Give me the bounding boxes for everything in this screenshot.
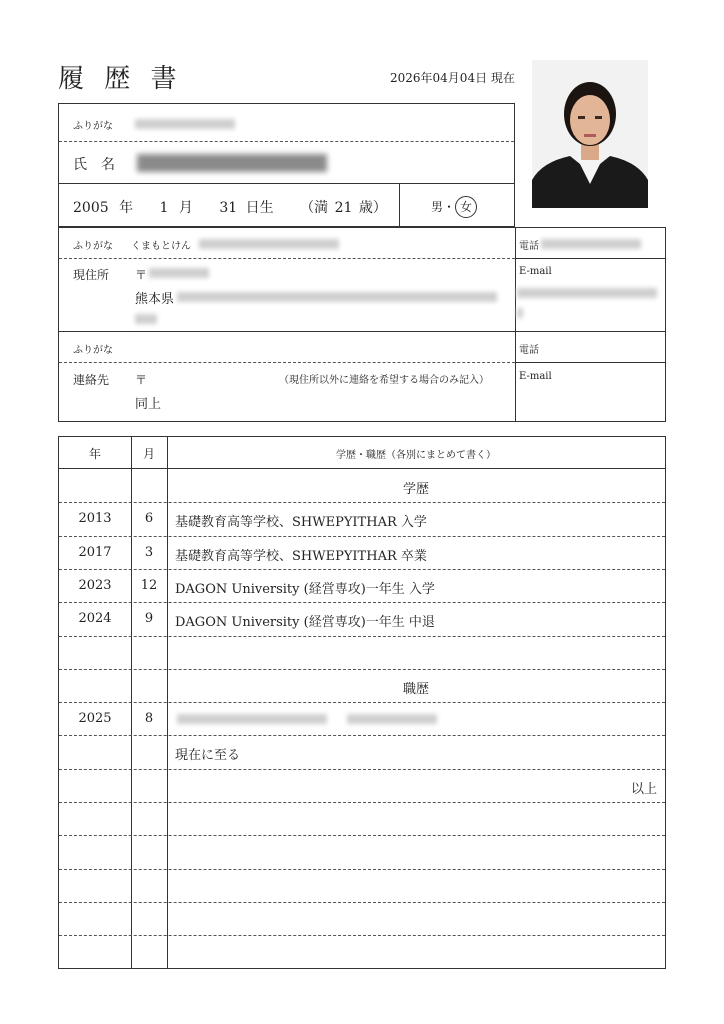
contact-label: 連絡先	[73, 373, 110, 387]
birth-month: 1	[159, 200, 169, 216]
address-email-label: E-mail	[519, 266, 552, 277]
history-month: 12	[140, 577, 158, 593]
address-divider	[515, 228, 516, 421]
history-row	[59, 602, 665, 635]
birth-date	[73, 197, 387, 217]
history-month: 9	[144, 611, 154, 627]
address-label: 現住所	[73, 268, 110, 282]
history-row	[59, 536, 665, 569]
age-suffix: 歳）	[358, 200, 387, 216]
history-row	[59, 769, 665, 802]
birth-month-unit: 月	[178, 200, 193, 216]
history-month: 6	[144, 511, 154, 527]
address-furigana-label: ふりがな	[73, 241, 113, 252]
history-row	[59, 835, 665, 868]
name-furigana-redacted	[135, 119, 235, 129]
name-furigana-label: ふりがな	[73, 121, 113, 132]
document-date: 2026年04月04日 現在	[390, 71, 515, 85]
history-description: DAGON University (経営専攻)一年生 中退	[175, 615, 435, 631]
history-row	[59, 669, 665, 702]
portrait-image	[532, 60, 648, 208]
history-year: 2025	[78, 711, 112, 727]
gender-divider	[399, 183, 400, 227]
page-title: 履 歴 書	[58, 64, 183, 94]
history-month: 3	[144, 544, 154, 560]
job-position-redacted	[347, 714, 437, 724]
address-line-redacted	[177, 292, 497, 302]
history-month: 8	[144, 711, 154, 727]
col-year-header: 年	[88, 447, 101, 461]
address-furigana-value: くまもとけん	[131, 241, 191, 252]
contact-postal-mark: 〒	[135, 373, 148, 387]
history-year: 2013	[78, 511, 112, 527]
contact-value: 同上	[135, 397, 162, 412]
age-prefix: （満	[300, 200, 329, 216]
history-description: 学歴	[402, 482, 429, 497]
personal-info-box	[58, 103, 515, 227]
contact-email-label: E-mail	[519, 371, 552, 382]
address-furigana-redacted	[199, 239, 339, 249]
history-description: 基礎教育高等学校、SHWEPYITHAR 卒業	[175, 548, 427, 564]
address-line2-redacted	[135, 314, 157, 324]
contact-phone-label: 電話	[519, 345, 539, 356]
history-row	[59, 869, 665, 902]
col-desc-header: 学歴・職歴（各別にまとめて書く）	[336, 450, 496, 461]
history-row	[59, 569, 665, 602]
address-phone-redacted	[541, 239, 641, 249]
address-email-redacted-2	[517, 308, 523, 318]
history-description: DAGON University (経営専攻)一年生 入学	[175, 581, 435, 597]
address-box	[58, 227, 666, 422]
portrait-photo	[532, 60, 648, 208]
address-postal-mark: 〒	[135, 268, 148, 282]
history-row	[59, 469, 665, 502]
history-description: 職歴	[402, 681, 429, 697]
contact-furigana-label: ふりがな	[73, 345, 113, 356]
address-email-redacted	[517, 288, 657, 298]
history-year: 2023	[78, 577, 112, 593]
history-row	[59, 935, 665, 968]
gender-male: 男	[431, 200, 444, 214]
address-phone-label: 電話	[519, 241, 539, 252]
name-redacted	[137, 154, 327, 172]
address-prefecture: 熊本県	[135, 292, 175, 307]
history-row	[59, 802, 665, 835]
history-description: 以上	[630, 781, 657, 797]
history-table	[58, 436, 666, 969]
history-row	[59, 702, 665, 735]
age-value: 21	[334, 200, 353, 216]
history-description: 基礎教育高等学校、SHWEPYITHAR 入学	[175, 515, 427, 531]
history-row	[59, 902, 665, 935]
birth-day: 31	[219, 200, 238, 216]
col-month-header: 月	[142, 447, 155, 461]
job-company-redacted	[177, 714, 327, 724]
history-row	[59, 735, 665, 768]
birth-year: 2005	[73, 200, 109, 216]
contact-note: （現住所以外に連絡を希望する場合のみ記入）	[279, 375, 489, 386]
history-year: 2017	[78, 544, 112, 560]
gender-female-selected: 女	[455, 196, 477, 218]
name-label: 氏 名	[73, 157, 115, 173]
birth-year-unit: 年	[119, 200, 134, 216]
history-year: 2024	[78, 611, 112, 627]
address-postal-redacted	[149, 268, 209, 278]
history-description: 現在に至る	[175, 748, 241, 764]
birth-day-unit: 日生	[245, 200, 274, 216]
gender-separator: ・	[443, 200, 456, 214]
gender-selector	[431, 196, 477, 218]
history-row	[59, 502, 665, 535]
history-row	[59, 636, 665, 669]
